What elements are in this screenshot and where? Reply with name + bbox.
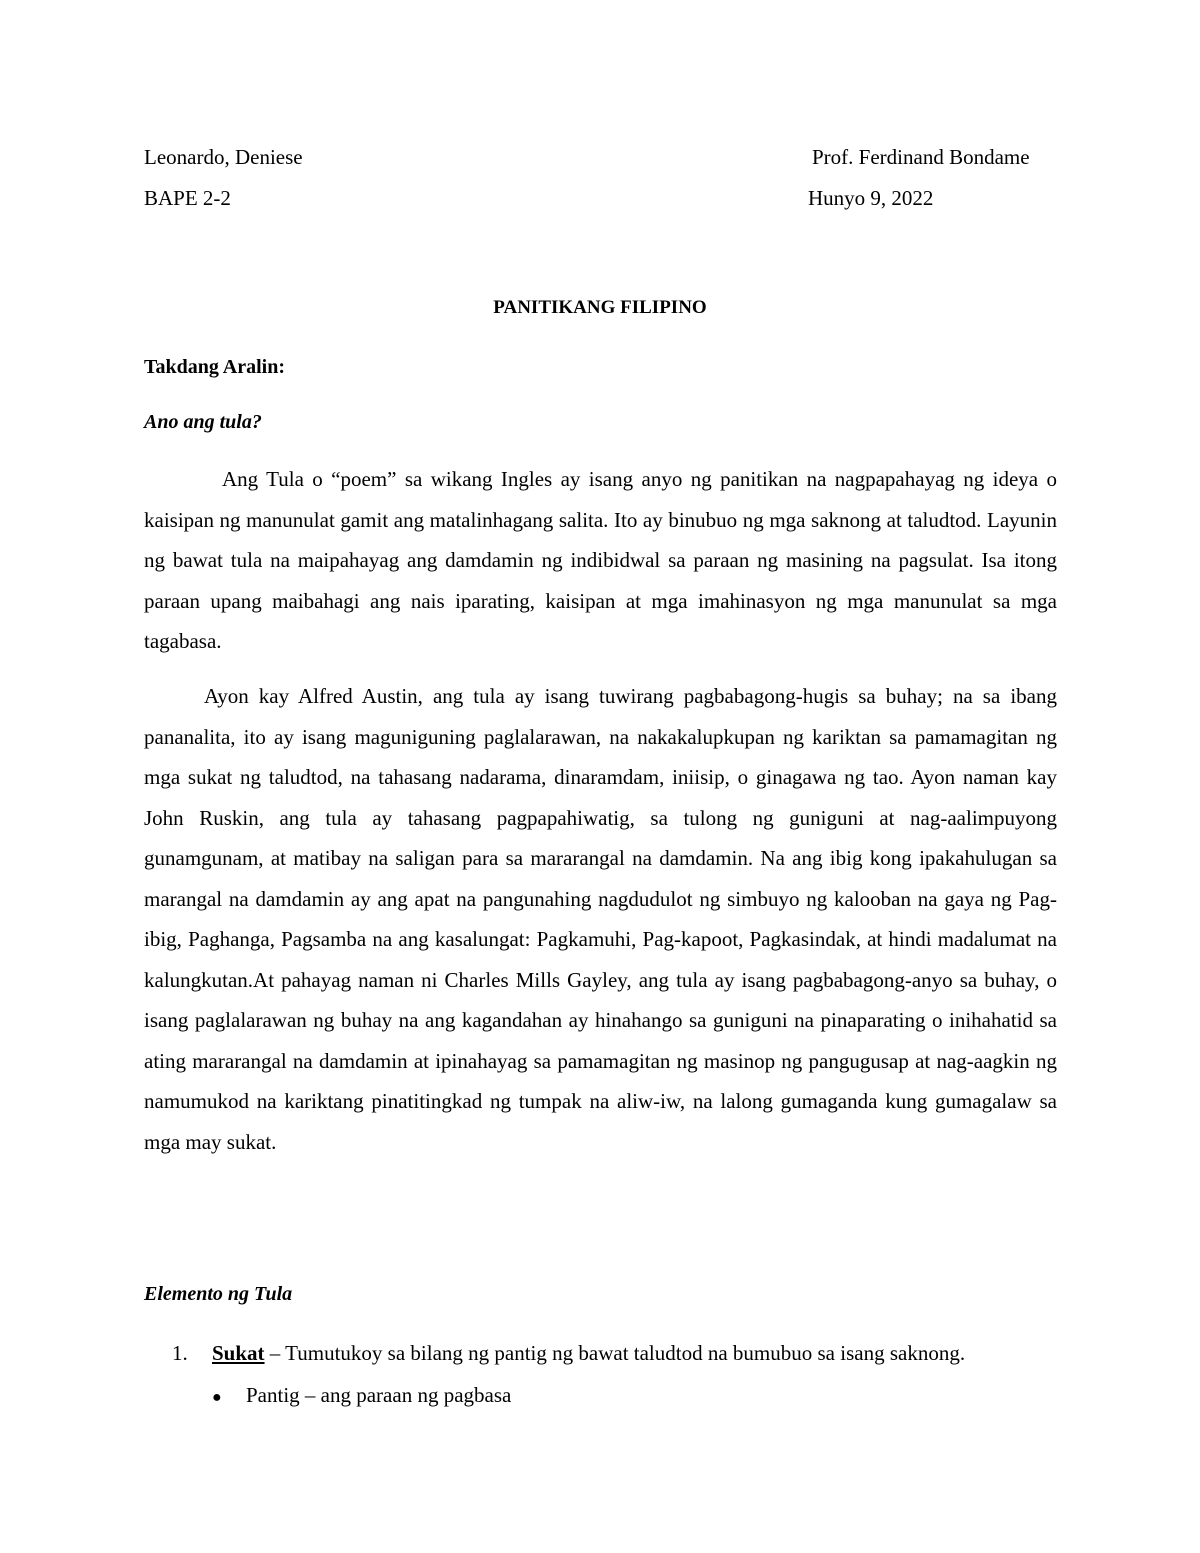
list-term: Sukat (212, 1341, 265, 1365)
paragraph-2 (144, 676, 1057, 1162)
date-label: Hunyo 9, 2022 (808, 186, 934, 210)
student-name: Leonardo, Deniese (144, 145, 303, 169)
paragraph-2-text: Ayon kay Alfred Austin, ang tula ay isang tuwirang pagbabagong-hugis sa buhay; na sa ibang pananalita, ito ay isang maguniguning paglalarawan, na nakakalupkupan ng kariktan sa pamamagitan ng mga sukat ng taludtod, na tahasang nadarama, dinaramdam, iniisip, o ginagawa ng tao. Ayon naman kay John Ruskin, ang tula ay tahasang pagpapahiwatig, sa tulong ng guniguni at nag-aalimpuyong gunamgunam, at matibay na saligan para sa mararangal na damdamin. Na ang ibig kong ipakahulugan sa marangal na damdamin ay ang apat na pangunahing nagdudulot ng simbuyo ng kalooban na gaya ng Pag-ibig, Paghanga, Pagsamba na ang kasalungat: Pagkamuhi, Pag-kapoot, Pagkasindak, at hindi madalumat na kalungkutan.At pahayag naman ni Charles Mills Gayley, ang tula ay isang pagbabagong-anyo sa buhay, o isang paglalarawan ng buhay na ang kagandahan ay hinahango sa guniguni na pinaparating o inihahatid sa ating mararangal na damdamin at ipinahayag sa pamamagitan ng masinop ng pangugusap at nag-aagkin ng namumukod na kariktang pinatitingkad ng tumpak na aliw-iw, na lalong gumaganda kung gumagalaw sa mga may sukat. (144, 684, 1057, 1154)
sub-bullet-text: Pantig – ang paraan ng pagbasa (246, 1383, 512, 1407)
list-number: 1. (172, 1341, 188, 1365)
paragraph-1 (144, 459, 1057, 662)
paragraph-1-text: Ang Tula o “poem” sa wikang Ingles ay isang anyo ng panitikan na nagpapahayag ng ideya o kaisipan ng manunulat gamit ang matalinhagang salita. Ito ay binubuo ng mga saknong at taludtod. Layunin ng bawat tula na maipahayag ang damdamin ng indibidwal sa paraan ng masining na pagsulat. Isa itong paraan upang maibahagi ang nais iparating, kaisipan at mga imahinasyon ng mga manunulat sa mga tagabasa. (144, 467, 1057, 653)
sub-bullet-item (212, 1381, 511, 1412)
professor-name: Prof. Ferdinand Bondame (812, 145, 1030, 169)
list-definition: – Tumutukoy sa bilang ng pantig ng bawat taludtod na bumubuo sa isang saknong. (264, 1341, 966, 1365)
elements-heading: Elemento ng Tula (144, 1283, 293, 1305)
list-item (172, 1339, 965, 1367)
page-title: PANITIKANG FILIPINO (493, 297, 707, 318)
question-heading: Ano ang tula? (144, 411, 262, 433)
assignment-label: Takdang Aralin: (144, 356, 285, 378)
bullet-icon: ● (212, 1389, 222, 1406)
section-label: BAPE 2-2 (144, 186, 231, 210)
